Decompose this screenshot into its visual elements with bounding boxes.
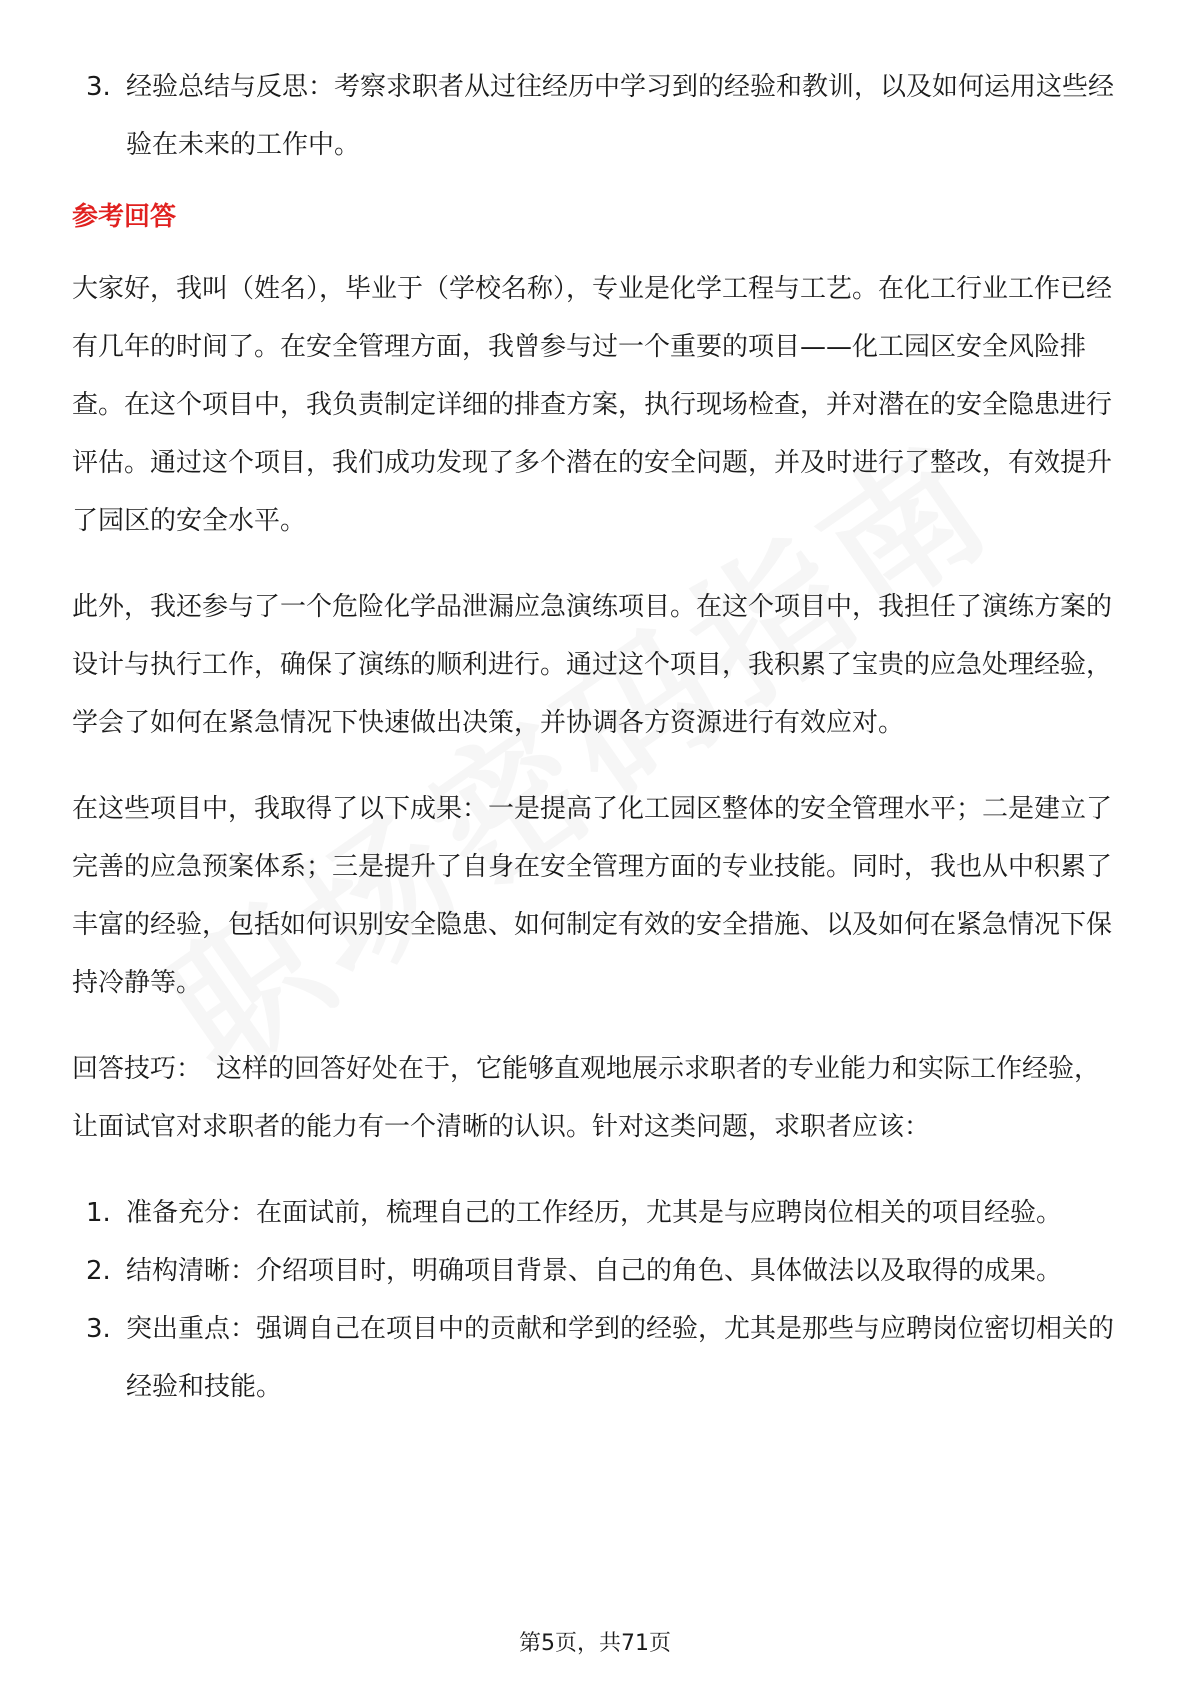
evaluation-list (72, 58, 1122, 174)
list-item (72, 1184, 1122, 1242)
list-number: 3. (86, 1314, 111, 1344)
list-item (72, 58, 1122, 174)
page-footer: 第5页，共71页 (519, 1631, 671, 1656)
answer-paragraph-2: 此外，我还参与了一个危险化学品泄漏应急演练项目。在这个项目中，我担任了演练方案的设计与执行工作，确保了演练的顺利进行。通过这个项目，我积累了宝贵的应急处理经验，学会了如何在紧急情况下快速做出决策，并协调各方资源进行有效应对。 (72, 592, 1113, 738)
answer-paragraph-3: 在这些项目中，我取得了以下成果：一是提高了化工园区整体的安全管理水平；二是建立了完善的应急预案体系；三是提升了自身在安全管理方面的专业技能。同时，我也从中积累了丰富的经验，包括如何识别安全隐患、如何制定有效的安全措施、以及如何在紧急情况下保持冷静等。 (72, 794, 1113, 998)
tips-label: 回答技巧： (72, 1054, 203, 1084)
tips-paragraph (72, 1040, 1122, 1156)
list-text: 经验总结与反思：考察求职者从过往经历中学习到的经验和教训，以及如何运用这些经验在未来的工作中。 (126, 72, 1115, 160)
answer-paragraph-1: 大家好，我叫（姓名），毕业于（学校名称），专业是化学工程与工艺。在化工行业工作已经有几年的时间了。在安全管理方面，我曾参与过一个重要的项目——化工园区安全风险排查。在这个项目中，我负责制定详细的排查方案，执行现场检查，并对潜在的安全隐患进行评估。通过这个项目，我们成功发现了多个潜在的安全问题，并及时进行了整改，有效提升了园区的安全水平。 (72, 274, 1113, 536)
section-heading: 参考回答 (72, 202, 177, 232)
tips-list (72, 1184, 1122, 1416)
list-number: 1. (86, 1198, 111, 1228)
tips-text: 这样的回答好处在于，它能够直观地展示求职者的专业能力和实际工作经验，让面试官对求职者的能力有一个清晰的认识。针对这类问题，求职者应该： (72, 1054, 1101, 1142)
list-number: 3. (86, 72, 111, 102)
list-item (72, 1300, 1122, 1416)
document-body (72, 58, 1122, 1416)
list-number: 2. (86, 1256, 111, 1286)
list-item (72, 1242, 1122, 1300)
list-text: 准备充分：在面试前，梳理自己的工作经历，尤其是与应聘岗位相关的项目经验。 (126, 1198, 1063, 1228)
list-text: 结构清晰：介绍项目时，明确项目背景、自己的角色、具体做法以及取得的成果。 (126, 1256, 1063, 1286)
list-text: 突出重点：强调自己在项目中的贡献和学到的经验，尤其是那些与应聘岗位密切相关的经验和技能。 (126, 1314, 1115, 1402)
